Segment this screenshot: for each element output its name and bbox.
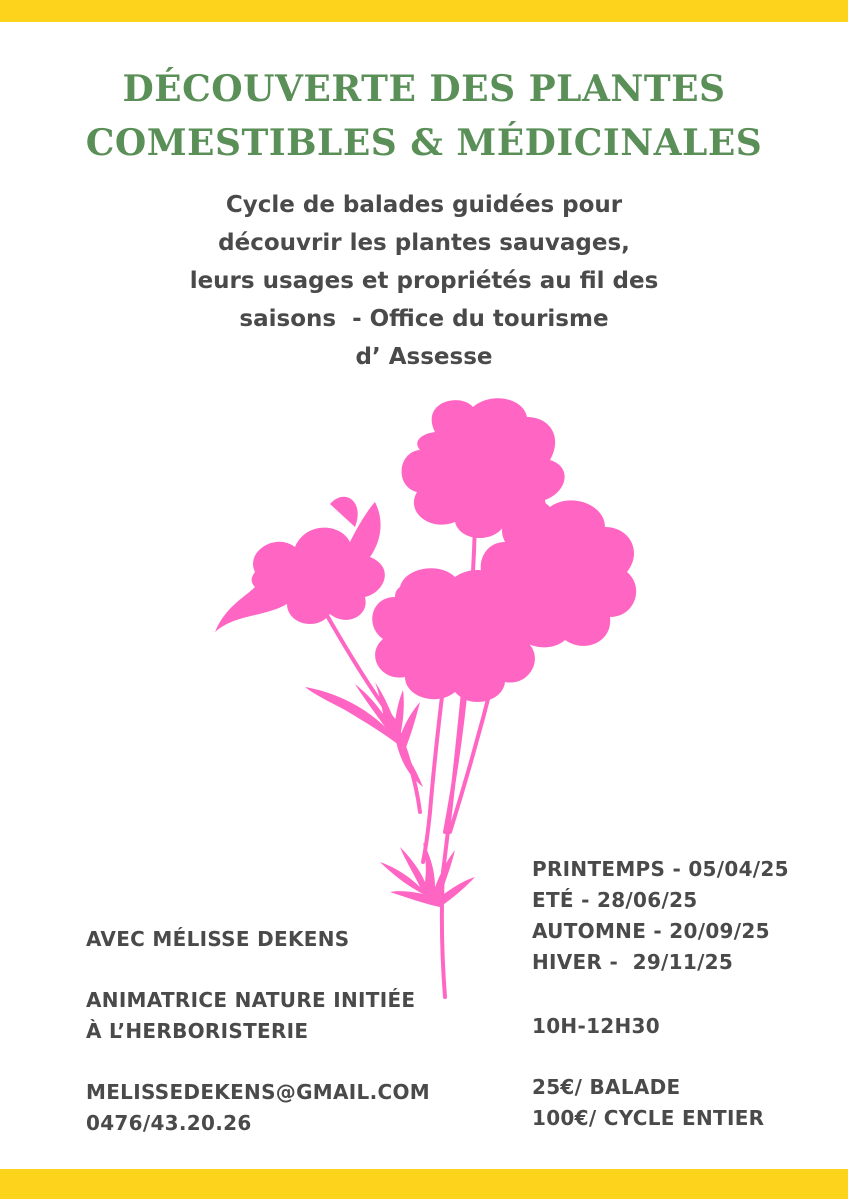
- price-single: 25€/ BALADE: [532, 1075, 681, 1099]
- guide-info: [86, 924, 349, 955]
- guide-role: [86, 985, 415, 1047]
- date-winter: HIVER - 29/11/25: [532, 950, 734, 974]
- guide-role-line-1: ANIMATRICE NATURE INITIÉE: [86, 988, 416, 1012]
- schedule-dates: [532, 854, 789, 978]
- pricing: [532, 1072, 764, 1134]
- page-title: [0, 62, 848, 170]
- bottom-yellow-band: [0, 1169, 848, 1199]
- contact-email[interactable]: MELISSEDEKENS@GMAIL.COM: [86, 1080, 430, 1104]
- title-line-1: DÉCOUVERTE DES PLANTES: [122, 68, 726, 110]
- subtitle: [150, 186, 698, 376]
- date-summer: ETÉ - 28/06/25: [532, 888, 698, 912]
- subtitle-line-4: saisons - Office du tourisme: [239, 306, 609, 332]
- top-yellow-band: [0, 0, 848, 22]
- guide-name: AVEC MÉLISSE DEKENS: [86, 927, 350, 951]
- subtitle-line-2: découvrir les plantes sauvages,: [218, 230, 630, 256]
- title-line-2: COMESTIBLES & MÉDICINALES: [85, 122, 763, 164]
- subtitle-line-1: Cycle de balades guidées pour: [225, 192, 623, 218]
- date-autumn: AUTOMNE - 20/09/25: [532, 919, 770, 943]
- subtitle-line-5: d’ Assesse: [355, 344, 493, 370]
- hours-text: 10H-12H30: [532, 1014, 660, 1038]
- contact-info: [86, 1077, 430, 1139]
- subtitle-line-3: leurs usages et propriétés au fil des: [189, 268, 659, 294]
- price-cycle: 100€/ CYCLE ENTIER: [532, 1106, 765, 1130]
- guide-role-line-2: À L’HERBORISTERIE: [86, 1019, 309, 1043]
- contact-phone[interactable]: 0476/43.20.26: [86, 1111, 252, 1135]
- date-spring: PRINTEMPS - 05/04/25: [532, 857, 789, 881]
- schedule-hours: [532, 1011, 660, 1042]
